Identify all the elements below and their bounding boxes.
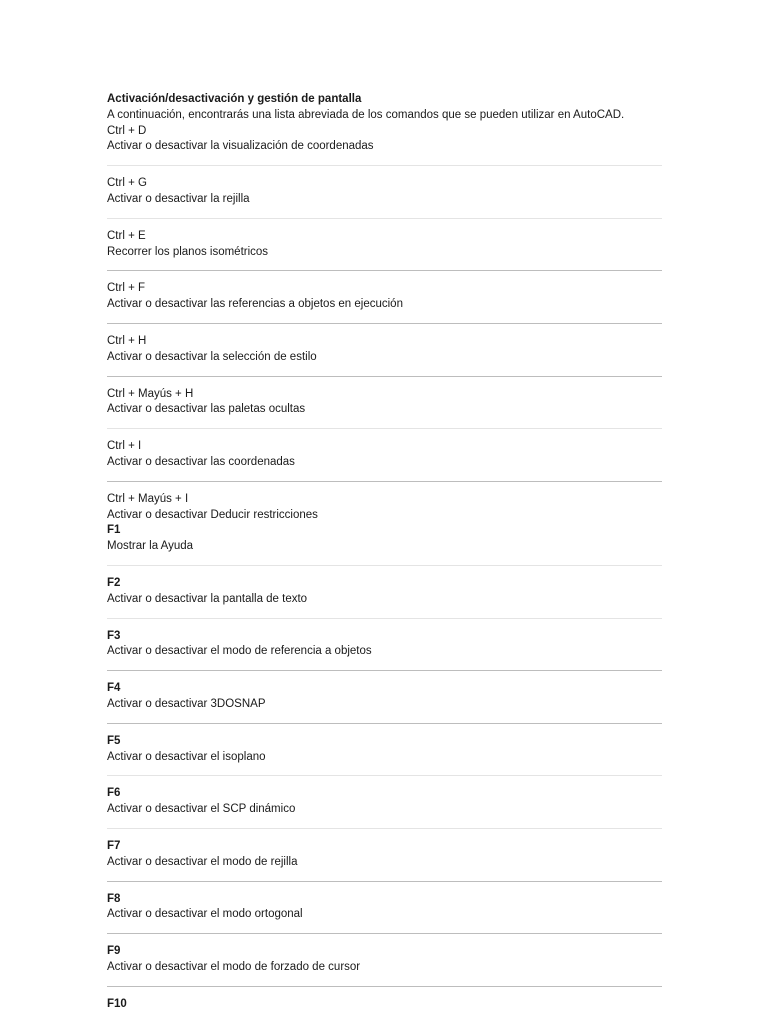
shortcut-entry — [107, 944, 662, 976]
shortcut-key: F1 — [107, 524, 121, 537]
shortcut-entry — [107, 492, 662, 524]
divider — [107, 565, 662, 566]
shortcut-key: Ctrl + H — [107, 334, 147, 347]
divider — [107, 165, 662, 166]
shortcut-description: Activar o desactivar el modo de forzado de cursor — [107, 960, 361, 973]
shortcut-description: Activar o desactivar la selección de estilo — [107, 350, 317, 363]
shortcut-description: Activar o desactivar la pantalla de texto — [107, 592, 308, 605]
shortcut-description: Activar o desactivar el modo ortogonal — [107, 908, 303, 921]
divider — [107, 670, 662, 671]
shortcut-description: Recorrer los planos isométricos — [107, 245, 269, 258]
shortcut-entry — [107, 439, 662, 471]
shortcut-key: Ctrl + D — [107, 124, 147, 137]
section-title: Activación/desactivación y gestión de pantalla — [107, 93, 362, 105]
shortcut-description: Activar o desactivar el modo de referencia a objetos — [107, 645, 372, 658]
shortcut-description: Activar o desactivar el modo de rejilla — [107, 855, 298, 868]
shortcut-entry — [107, 681, 662, 713]
shortcut-key: Ctrl + E — [107, 229, 146, 242]
shortcut-key: Ctrl + Mayús + I — [107, 492, 189, 505]
divider — [107, 723, 662, 724]
shortcut-key: Ctrl + F — [107, 282, 146, 295]
shortcut-entry — [107, 734, 662, 766]
shortcut-key: F7 — [107, 839, 121, 852]
shortcut-key: F9 — [107, 945, 121, 958]
divider — [107, 828, 662, 829]
shortcut-key: F8 — [107, 892, 121, 905]
shortcut-entry — [107, 334, 662, 366]
shortcut-entry — [107, 281, 662, 313]
divider — [107, 933, 662, 934]
divider — [107, 323, 662, 324]
shortcut-description: Activar o desactivar las referencias a objetos en ejecución — [107, 298, 403, 311]
shortcut-description: Activar o desactivar las coordenadas — [107, 455, 295, 468]
shortcut-key: Ctrl + G — [107, 177, 147, 190]
shortcut-entry — [107, 387, 662, 419]
document-page — [107, 92, 662, 1012]
intro-text: A continuación, encontrarás una lista abreviada de los comandos que se pueden utilizar en AutoCAD. — [107, 108, 625, 121]
divider — [107, 270, 662, 271]
divider — [107, 881, 662, 882]
shortcut-entry — [107, 176, 662, 208]
shortcut-description: Mostrar la Ayuda — [107, 540, 194, 553]
shortcut-key: Ctrl + I — [107, 440, 142, 453]
divider — [107, 428, 662, 429]
divider — [107, 618, 662, 619]
shortcut-key: Ctrl + Mayús + H — [107, 387, 194, 400]
shortcut-entry — [107, 124, 662, 156]
shortcut-entry — [107, 229, 662, 261]
shortcut-entry — [107, 839, 662, 871]
shortcut-key: F6 — [107, 787, 121, 800]
shortcut-key: F3 — [107, 629, 121, 642]
shortcut-key: F2 — [107, 576, 121, 589]
shortcut-description: Activar o desactivar el isoplano — [107, 750, 266, 763]
divider — [107, 481, 662, 482]
shortcut-key: F5 — [107, 734, 121, 747]
shortcut-entry — [107, 786, 662, 818]
shortcut-entry — [107, 629, 662, 661]
shortcut-entry — [107, 576, 662, 608]
shortcut-entry — [107, 892, 662, 924]
shortcut-description: Activar o desactivar 3DOSNAP — [107, 697, 266, 710]
shortcut-description: Activar o desactivar las paletas ocultas — [107, 403, 306, 416]
divider — [107, 986, 662, 987]
shortcut-entry — [107, 997, 662, 1013]
shortcut-description: Activar o desactivar el SCP dinámico — [107, 803, 296, 816]
divider — [107, 376, 662, 377]
shortcut-key: F4 — [107, 682, 121, 695]
divider — [107, 775, 662, 776]
shortcut-description: Activar o desactivar Deducir restricciones — [107, 508, 318, 521]
shortcut-description: Activar o desactivar la rejilla — [107, 192, 250, 205]
divider — [107, 218, 662, 219]
shortcut-key: F10 — [107, 997, 127, 1010]
shortcut-entry — [107, 523, 662, 555]
shortcut-description: Activar o desactivar la visualización de coordenadas — [107, 140, 374, 153]
